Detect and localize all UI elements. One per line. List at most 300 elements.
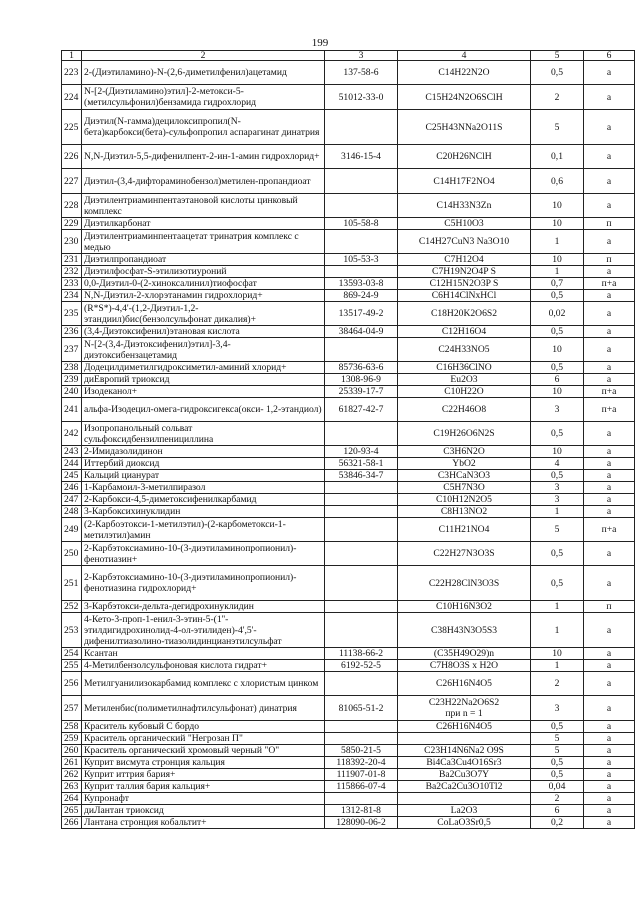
- substance-name: 3-Карбоксихинуклидин: [82, 506, 325, 518]
- table-row: [62, 290, 635, 302]
- limit-value: 10: [531, 218, 584, 230]
- row-number: 242: [62, 422, 82, 446]
- row-number: 249: [62, 518, 82, 542]
- substance-name: 3-Карбэтокси-дельта-дегидрохинуклидин: [82, 601, 325, 613]
- substance-name: Диэтилкарбонат: [82, 218, 325, 230]
- header-col-cas: 3: [325, 51, 398, 61]
- limit-value: 0,5: [531, 757, 584, 769]
- row-number: 239: [62, 374, 82, 386]
- chemical-formula: C22H27N3O3S: [398, 542, 531, 566]
- hazard-class: а: [584, 338, 635, 362]
- substance-name: Краситель кубовый С бордо: [82, 721, 325, 733]
- limit-value: 1: [531, 601, 584, 613]
- hazard-class: а: [584, 745, 635, 757]
- limit-value: 0,5: [531, 61, 584, 85]
- cas-number: 869-24-9: [325, 290, 398, 302]
- chemical-formula: C16H36ClNO: [398, 362, 531, 374]
- hazard-class: а: [584, 266, 635, 278]
- substance-name: 4-Метилбензолсульфоновая кислота гидрат+: [82, 660, 325, 672]
- cas-number: 137-58-6: [325, 61, 398, 85]
- hazard-class: а: [584, 169, 635, 194]
- chemical-formula: C25H43NNa2O11S: [398, 110, 531, 145]
- header-col-value: 5: [531, 51, 584, 61]
- cas-number: 128090-06-2: [325, 817, 398, 829]
- substance-name: Изодеканол+: [82, 386, 325, 398]
- chemical-formula: C26H16N4O5: [398, 672, 531, 696]
- chemical-formula: YbO2: [398, 458, 531, 470]
- substance-name: (2-Карбоэтокси-1-метилэтил)-(2-карбометокси-1-метилэтил)амин: [82, 518, 325, 542]
- substance-name: N-[2-(3,4-Диэтоксифенил)этил]-3,4-диэтоксибензацетамид: [82, 338, 325, 362]
- hazard-class: а: [584, 672, 635, 696]
- cas-number: 53846-34-7: [325, 470, 398, 482]
- substance-name: Диэтилентриаминпентаэтановой кислоты цинковый комплекс: [82, 194, 325, 218]
- substance-name: Диэтилпропандиоат: [82, 254, 325, 266]
- limit-value: 1: [531, 506, 584, 518]
- chemical-formula: C19H26O6N2S: [398, 422, 531, 446]
- hazard-class: а: [584, 733, 635, 745]
- hazard-class: п+а: [584, 386, 635, 398]
- cas-number: 105-58-8: [325, 218, 398, 230]
- cas-number: [325, 494, 398, 506]
- table-row: [62, 254, 635, 266]
- table-row: [62, 781, 635, 793]
- limit-value: 5: [531, 110, 584, 145]
- substance-name: диЕвропий триоксид: [82, 374, 325, 386]
- hazard-class: а: [584, 470, 635, 482]
- table-row: [62, 613, 635, 648]
- limit-value: 6: [531, 805, 584, 817]
- row-number: 248: [62, 506, 82, 518]
- substance-name: Купронафт: [82, 793, 325, 805]
- limit-value: 0,7: [531, 278, 584, 290]
- limit-value: 2: [531, 85, 584, 110]
- chemical-formula: C10H16N3O2: [398, 601, 531, 613]
- row-number: 225: [62, 110, 82, 145]
- chemical-formula: C12H16O4: [398, 326, 531, 338]
- cas-number: [325, 194, 398, 218]
- chemical-formula: C8H13NO2: [398, 506, 531, 518]
- cas-number: 1312-81-8: [325, 805, 398, 817]
- limit-value: 0,5: [531, 566, 584, 601]
- row-number: 238: [62, 362, 82, 374]
- row-number: 265: [62, 805, 82, 817]
- table-row: [62, 338, 635, 362]
- chemical-formula: C14H17F2NO4: [398, 169, 531, 194]
- table-row: [62, 793, 635, 805]
- row-number: 230: [62, 230, 82, 254]
- row-number: 256: [62, 672, 82, 696]
- cas-number: [325, 482, 398, 494]
- row-number: 240: [62, 386, 82, 398]
- row-number: 243: [62, 446, 82, 458]
- cas-number: [325, 672, 398, 696]
- chemical-formula: C5H7N3O: [398, 482, 531, 494]
- substance-name: 1-Карбамоил-3-метилпиразол: [82, 482, 325, 494]
- hazard-class: а: [584, 757, 635, 769]
- hazard-class: а: [584, 805, 635, 817]
- limit-value: 5: [531, 733, 584, 745]
- cas-number: 111907-01-8: [325, 769, 398, 781]
- limit-value: 5: [531, 518, 584, 542]
- row-number: 228: [62, 194, 82, 218]
- substance-name: Краситель органический хромовый черный "О": [82, 745, 325, 757]
- table-row: [62, 542, 635, 566]
- hazard-class: п+а: [584, 278, 635, 290]
- cas-number: 81065-51-2: [325, 696, 398, 721]
- chemical-formula: C14H22N2O: [398, 61, 531, 85]
- table-row: [62, 566, 635, 601]
- limit-value: 4: [531, 458, 584, 470]
- table-row: [62, 817, 635, 829]
- substance-name: Диэтил-(3,4-дифтораминобензол)метилен-пропандиоат: [82, 169, 325, 194]
- chemical-formula: Ba2Cu3O7Y: [398, 769, 531, 781]
- limit-value: 10: [531, 446, 584, 458]
- limit-value: 0,04: [531, 781, 584, 793]
- cas-number: [325, 733, 398, 745]
- substance-name: Диэтилфосфат-S-этилизотиуроний: [82, 266, 325, 278]
- row-number: 260: [62, 745, 82, 757]
- limit-value: 1: [531, 230, 584, 254]
- table-row: [62, 110, 635, 145]
- table-row: [62, 266, 635, 278]
- substance-name: 0,0-Диэтил-0-(2-хиноксалинил)тиофосфат: [82, 278, 325, 290]
- row-number: 245: [62, 470, 82, 482]
- table-row: [62, 745, 635, 757]
- cas-number: 51012-33-0: [325, 85, 398, 110]
- limit-value: 0,5: [531, 769, 584, 781]
- cas-number: [325, 506, 398, 518]
- chemical-formula: La2O3: [398, 805, 531, 817]
- substance-name: Краситель органический "Негрозан П": [82, 733, 325, 745]
- row-number: 236: [62, 326, 82, 338]
- table-row: [62, 218, 635, 230]
- table-row: [62, 446, 635, 458]
- limit-value: 1: [531, 660, 584, 672]
- limit-value: 1: [531, 266, 584, 278]
- substance-name: 2-Карбэтоксиамино-10-(3-диэтиламинопропионил)-фенотиазина гидрохлорид+: [82, 566, 325, 601]
- substance-name: диЛантан триоксид: [82, 805, 325, 817]
- limit-value: 0,02: [531, 302, 584, 326]
- hazard-class: п+а: [584, 518, 635, 542]
- limit-value: 3: [531, 482, 584, 494]
- row-number: 258: [62, 721, 82, 733]
- substance-name: N,N-Диэтил-5,5-дифенилпент-2-ин-1-амин гидрохлорид+: [82, 145, 325, 169]
- table-row: [62, 757, 635, 769]
- limit-value: 10: [531, 194, 584, 218]
- header-col-number: 1: [62, 51, 82, 61]
- cas-number: 105-53-3: [325, 254, 398, 266]
- chemical-formula: C7H19N2O4P S: [398, 266, 531, 278]
- chemical-formula: C22H28ClN3O3S: [398, 566, 531, 601]
- limit-value: 0,6: [531, 169, 584, 194]
- hazard-class: п: [584, 254, 635, 266]
- table-row: [62, 302, 635, 326]
- hazard-class: п: [584, 218, 635, 230]
- hazard-class: а: [584, 660, 635, 672]
- cas-number: 118392-20-4: [325, 757, 398, 769]
- chemical-formula: C24H33NO5: [398, 338, 531, 362]
- limit-value: 0,5: [531, 542, 584, 566]
- chemical-formula: C26H16N4O5: [398, 721, 531, 733]
- limit-value: 6: [531, 374, 584, 386]
- hazard-class: а: [584, 817, 635, 829]
- row-number: 257: [62, 696, 82, 721]
- cas-number: [325, 542, 398, 566]
- row-number: 246: [62, 482, 82, 494]
- cas-number: 115866-07-4: [325, 781, 398, 793]
- chemical-formula: C14H27CuN3 Na3O10: [398, 230, 531, 254]
- substance-name: Куприт таллия бария кальция+: [82, 781, 325, 793]
- table-row: [62, 601, 635, 613]
- chemical-formula: C3H6N2O: [398, 446, 531, 458]
- substance-name: Куприт иттрия бария+: [82, 769, 325, 781]
- table-row: [62, 194, 635, 218]
- chemical-formula: (C35H49O29)n: [398, 648, 531, 660]
- table-row: [62, 85, 635, 110]
- hazard-class: а: [584, 613, 635, 648]
- hazard-class: а: [584, 230, 635, 254]
- row-number: 241: [62, 398, 82, 422]
- substance-name: (3,4-Диэтоксифенил)этановая кислота: [82, 326, 325, 338]
- hazard-class: а: [584, 85, 635, 110]
- hazard-class: а: [584, 374, 635, 386]
- chemical-formula: Ba2Ca2Cu3O10Tl2: [398, 781, 531, 793]
- table-row: [62, 145, 635, 169]
- hazard-class: а: [584, 302, 635, 326]
- substance-name: 2-Карбокси-4,5-диметоксифенилкарбамид: [82, 494, 325, 506]
- limit-value: 2: [531, 672, 584, 696]
- hazard-class: а: [584, 566, 635, 601]
- row-number: 226: [62, 145, 82, 169]
- cas-number: [325, 566, 398, 601]
- limit-value: 1: [531, 613, 584, 648]
- row-number: 224: [62, 85, 82, 110]
- substance-name: 2-Карбэтоксиамино-10-(3-диэтиламинопропионил)-фенотиазин+: [82, 542, 325, 566]
- table-row: [62, 506, 635, 518]
- chemical-formula: C5H10O3: [398, 218, 531, 230]
- table-header-row: [62, 51, 635, 61]
- cas-number: 25339-17-7: [325, 386, 398, 398]
- table-row: [62, 660, 635, 672]
- table-row: [62, 494, 635, 506]
- row-number: 250: [62, 542, 82, 566]
- substance-name: N-[2-(Диэтиламино)этил]-2-метокси-5-(метилсульфонил)бензамида гидрохлорид: [82, 85, 325, 110]
- table-row: [62, 769, 635, 781]
- cas-number: 56321-58-1: [325, 458, 398, 470]
- hazard-class: а: [584, 145, 635, 169]
- row-number: 251: [62, 566, 82, 601]
- chemical-formula: C22H46O8: [398, 398, 531, 422]
- cas-number: [325, 793, 398, 805]
- hazard-class: а: [584, 446, 635, 458]
- hazard-class: п: [584, 601, 635, 613]
- row-number: 259: [62, 733, 82, 745]
- table-row: [62, 696, 635, 721]
- chemical-formula: C38H43N3O5S3: [398, 613, 531, 648]
- cas-number: 61827-42-7: [325, 398, 398, 422]
- row-number: 254: [62, 648, 82, 660]
- chemical-formula: C18H20K2O6S2: [398, 302, 531, 326]
- table-row: [62, 374, 635, 386]
- cas-number: 13593-03-8: [325, 278, 398, 290]
- chemical-formula: CoLaO3Sr0,5: [398, 817, 531, 829]
- row-number: 247: [62, 494, 82, 506]
- chemical-formula: C14H33N3Zn: [398, 194, 531, 218]
- row-number: 266: [62, 817, 82, 829]
- row-number: 264: [62, 793, 82, 805]
- row-number: 229: [62, 218, 82, 230]
- substance-name: Диэтилентриаминпентаацетат тринатрия комплекс с медью: [82, 230, 325, 254]
- cas-number: 1308-96-9: [325, 374, 398, 386]
- substance-name: 4-Кето-3-проп-1-енил-3-этин-5-(1''-этилдигидрохинолид-4-ол-этилиден)-4',5'-дифенилтиазолино-тиазолидинцианэтилсульфат: [82, 613, 325, 648]
- row-number: 262: [62, 769, 82, 781]
- cas-number: 6192-52-5: [325, 660, 398, 672]
- row-number: 261: [62, 757, 82, 769]
- row-number: 234: [62, 290, 82, 302]
- table-row: [62, 278, 635, 290]
- substance-name: Иттербий диоксид: [82, 458, 325, 470]
- table-row: [62, 805, 635, 817]
- row-number: 235: [62, 302, 82, 326]
- hazard-class: а: [584, 781, 635, 793]
- cas-number: [325, 613, 398, 648]
- cas-number: [325, 110, 398, 145]
- hazard-class: а: [584, 61, 635, 85]
- row-number: 255: [62, 660, 82, 672]
- hazard-class: а: [584, 362, 635, 374]
- table-row: [62, 362, 635, 374]
- limit-value: 0,1: [531, 145, 584, 169]
- table-row: [62, 398, 635, 422]
- substance-name: Лантана стронция кобальтит+: [82, 817, 325, 829]
- substance-name: Метилгуанилизокарбамид комплекс с хлористым цинком: [82, 672, 325, 696]
- limit-value: 0,5: [531, 470, 584, 482]
- hazard-class: а: [584, 696, 635, 721]
- table-row: [62, 648, 635, 660]
- substance-name: N,N-Диэтил-2-хлорэтанамин гидрохлорид+: [82, 290, 325, 302]
- limit-value: 0,5: [531, 422, 584, 446]
- header-col-name: 2: [82, 51, 325, 61]
- cas-number: 13517-49-2: [325, 302, 398, 326]
- cas-number: [325, 266, 398, 278]
- hazard-class: а: [584, 494, 635, 506]
- cas-number: 120-93-4: [325, 446, 398, 458]
- table-row: [62, 422, 635, 446]
- chemical-formula: C23H14N6Na2 O9S: [398, 745, 531, 757]
- table-row: [62, 721, 635, 733]
- chemical-formula: Eu2O3: [398, 374, 531, 386]
- table-row: [62, 458, 635, 470]
- hazard-class: а: [584, 326, 635, 338]
- substances-table: [61, 50, 635, 829]
- limit-value: 10: [531, 338, 584, 362]
- limit-value: 3: [531, 696, 584, 721]
- limit-value: 0,5: [531, 326, 584, 338]
- row-number: 263: [62, 781, 82, 793]
- limit-value: 0,5: [531, 290, 584, 302]
- substance-name: (R*S*)-4,4'-(1,2-Диэтил-1,2-этандиил)бис(бензолсульфонат дикалия)+: [82, 302, 325, 326]
- limit-value: 3: [531, 398, 584, 422]
- substance-name: Додецилдиметилгидроксиметил-аминий хлорид+: [82, 362, 325, 374]
- cas-number: [325, 601, 398, 613]
- chemical-formula: C6H14ClNxHCl: [398, 290, 531, 302]
- row-number: 252: [62, 601, 82, 613]
- table-row: [62, 482, 635, 494]
- cas-number: [325, 338, 398, 362]
- chemical-formula: [398, 733, 531, 745]
- chemical-formula: [398, 793, 531, 805]
- table-row: [62, 386, 635, 398]
- limit-value: 10: [531, 386, 584, 398]
- row-number: 253: [62, 613, 82, 648]
- hazard-class: а: [584, 194, 635, 218]
- hazard-class: а: [584, 110, 635, 145]
- hazard-class: а: [584, 721, 635, 733]
- row-number: 232: [62, 266, 82, 278]
- substance-name: 2-Имидазолидинон: [82, 446, 325, 458]
- table-row: [62, 326, 635, 338]
- cas-number: [325, 230, 398, 254]
- limit-value: 10: [531, 254, 584, 266]
- hazard-class: а: [584, 648, 635, 660]
- chemical-formula: C10H12N2O5: [398, 494, 531, 506]
- cas-number: 5850-21-5: [325, 745, 398, 757]
- table-row: [62, 230, 635, 254]
- chemical-formula: C10H22O: [398, 386, 531, 398]
- hazard-class: а: [584, 422, 635, 446]
- row-number: 227: [62, 169, 82, 194]
- row-number: 233: [62, 278, 82, 290]
- chemical-formula: C12H15N2O3P S: [398, 278, 531, 290]
- chemical-formula: C20H26NClH: [398, 145, 531, 169]
- substance-name: Кальций цианурат: [82, 470, 325, 482]
- chemical-formula: C3HCaN3O3: [398, 470, 531, 482]
- chemical-formula: C23H22Na2O6S2 при n = 1: [398, 696, 531, 721]
- substance-name: Изопропанольный сольват сульфоксидбензилпенициллина: [82, 422, 325, 446]
- table-row: [62, 672, 635, 696]
- cas-number: [325, 721, 398, 733]
- header-col-formula: 4: [398, 51, 531, 61]
- hazard-class: а: [584, 793, 635, 805]
- cas-number: [325, 169, 398, 194]
- row-number: 244: [62, 458, 82, 470]
- table-row: [62, 61, 635, 85]
- row-number: 237: [62, 338, 82, 362]
- row-number: 231: [62, 254, 82, 266]
- substance-name: Метиленбис(полиметилнафтилсульфонат) динатрия: [82, 696, 325, 721]
- hazard-class: а: [584, 482, 635, 494]
- chemical-formula: Bi4Ca3Cu4O16Sr3: [398, 757, 531, 769]
- limit-value: 10: [531, 648, 584, 660]
- table-row: [62, 733, 635, 745]
- substance-name: 2-(Диэтиламино)-N-(2,6-диметилфенил)ацетамид: [82, 61, 325, 85]
- table-row: [62, 169, 635, 194]
- limit-value: 0,5: [531, 362, 584, 374]
- header-col-class: 6: [584, 51, 635, 61]
- cas-number: 11138-66-2: [325, 648, 398, 660]
- hazard-class: а: [584, 506, 635, 518]
- cas-number: 38464-04-9: [325, 326, 398, 338]
- chemical-formula: C7H8O3S x H2O: [398, 660, 531, 672]
- limit-value: 0,5: [531, 721, 584, 733]
- limit-value: 0,2: [531, 817, 584, 829]
- chemical-formula: C15H24N2O6SClH: [398, 85, 531, 110]
- hazard-class: а: [584, 290, 635, 302]
- table-row: [62, 518, 635, 542]
- hazard-class: а: [584, 769, 635, 781]
- cas-number: [325, 422, 398, 446]
- substance-name: Диэтил(N-гамма)децилоксипропил(N-бета)карбокси(бета)-сульфопропил аспарагинат динатрия: [82, 110, 325, 145]
